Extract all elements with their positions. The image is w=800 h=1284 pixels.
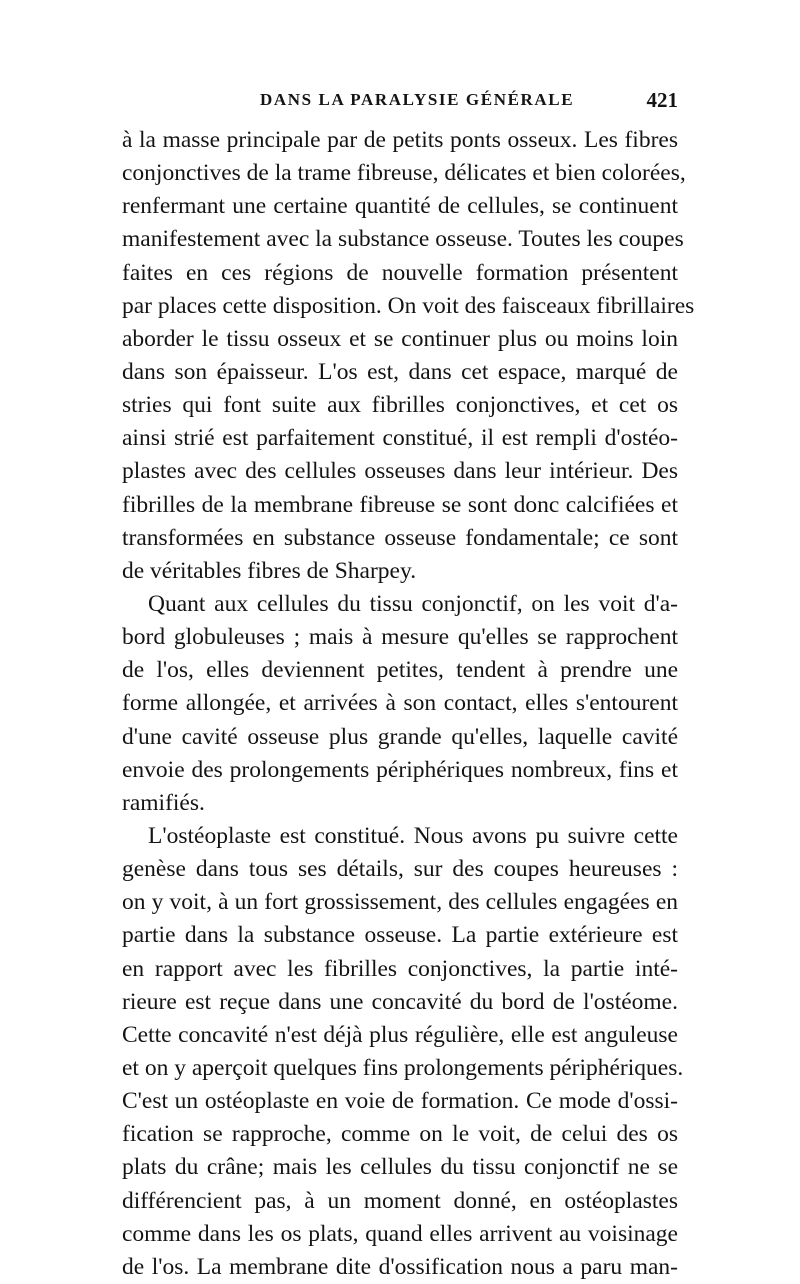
text-line: manifestement avec la substance osseuse. Toutes les coupes bbox=[122, 226, 684, 253]
text-line: de l'os. La membrane dite d'ossification nous a paru man- bbox=[122, 1253, 678, 1280]
text-line: renfermant une certaine quantité de cellules, se continuent bbox=[122, 193, 678, 220]
paragraph-1 bbox=[122, 124, 695, 588]
page-number: 421 bbox=[646, 88, 678, 112]
text-line: à la masse principale par de petits ponts osseux. Les fibres bbox=[122, 127, 678, 153]
text-line: aborder le tissu osseux et se continuer plus ou moins loin bbox=[122, 325, 678, 352]
text-line: genèse dans tous ses détails, sur des coupes heureuses : bbox=[122, 856, 678, 883]
body-text bbox=[122, 124, 695, 1284]
text-line: forme allongée, et arrivées à son contact, elles s'entourent bbox=[122, 690, 678, 717]
book-page bbox=[122, 88, 695, 1284]
text-line: en rapport avec les fibrilles conjonctives, la partie inté- bbox=[122, 955, 678, 982]
text-line: L'ostéoplaste est constitué. Nous avons pu suivre cette bbox=[148, 822, 678, 849]
text-line: et on y aperçoit quelques fins prolongements périphériques. bbox=[122, 1054, 684, 1081]
text-line: fibrilles de la membrane fibreuse se sont donc calcifiées et bbox=[122, 491, 678, 518]
text-line: conjonctives de la trame fibreuse, délicates et bien colorées, bbox=[122, 160, 686, 187]
text-line: de l'os, elles deviennent petites, tendent à prendre une bbox=[122, 657, 678, 684]
text-line: ainsi strié est parfaitement constitué, il est rempli d'ostéo- bbox=[122, 425, 678, 452]
text-line: plats du crâne; mais les cellules du tissu conjonctif ne se bbox=[122, 1154, 678, 1181]
running-head bbox=[122, 88, 678, 124]
text-line: rieure est reçue dans une concavité du bord de l'ostéome. bbox=[122, 988, 678, 1015]
text-line: C'est un ostéoplaste en voie de formation. Ce mode d'ossi- bbox=[122, 1088, 678, 1115]
text-line: comme dans les os plats, quand elles arrivent au voisinage bbox=[122, 1220, 678, 1247]
text-line: on y voit, à un fort grossissement, des cellules engagées en bbox=[122, 889, 678, 916]
text-line: par places cette disposition. On voit des faisceaux fibrillaires bbox=[122, 292, 695, 319]
text-line: fication se rapproche, comme on le voit, de celui des os bbox=[122, 1121, 678, 1148]
text-line: Cette concavité n'est déjà plus régulière, elle est anguleuse bbox=[122, 1021, 678, 1048]
text-line: dans son épaisseur. L'os est, dans cet espace, marqué de bbox=[122, 358, 678, 385]
text-line: bord globuleuses ; mais à mesure qu'elles se rapprochent bbox=[122, 624, 678, 651]
text-line: partie dans la substance osseuse. La partie extérieure est bbox=[122, 922, 678, 949]
text-line: Quant aux cellules du tissu conjonctif, on les voit d'a- bbox=[148, 590, 678, 617]
text-line: différencient pas, à un moment donné, en ostéoplastes bbox=[122, 1187, 678, 1214]
paragraph-3 bbox=[122, 820, 684, 1284]
text-line: de véritables fibres de Sharpey. bbox=[122, 557, 417, 584]
paragraph-2 bbox=[122, 588, 678, 820]
text-line: plastes avec des cellules osseuses dans leur intérieur. Des bbox=[122, 458, 678, 485]
running-title: DANS LA PARALYSIE GÉNÉRALE bbox=[260, 90, 575, 109]
text-line: ramifiés. bbox=[122, 789, 205, 816]
text-line: transformées en substance osseuse fondamentale; ce sont bbox=[122, 524, 678, 551]
text-line: envoie des prolongements périphériques nombreux, fins et bbox=[122, 756, 678, 783]
text-line: d'une cavité osseuse plus grande qu'elles, laquelle cavité bbox=[122, 723, 678, 750]
text-line: stries qui font suite aux fibrilles conjonctives, et cet os bbox=[122, 392, 678, 419]
text-line: faites en ces régions de nouvelle formation présentent bbox=[122, 259, 678, 286]
